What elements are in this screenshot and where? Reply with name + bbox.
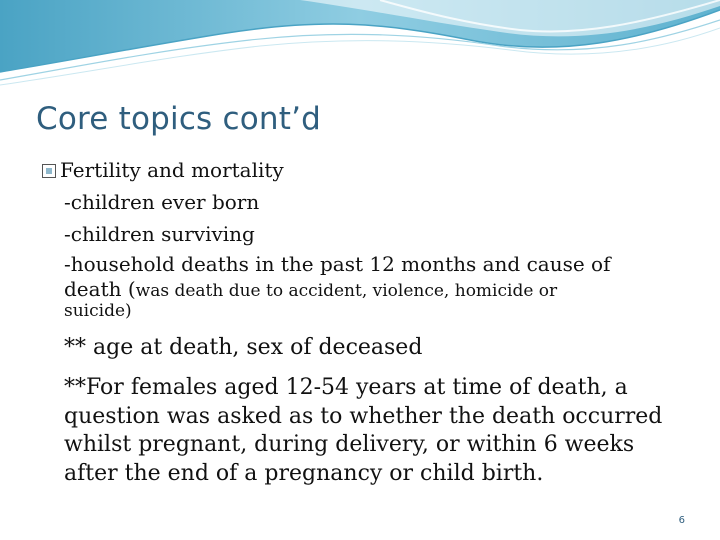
- cause-detail: was death due to accident, violence, homicide or: [135, 281, 558, 301]
- female-note-line: question was asked as to whether the death occurred: [64, 403, 663, 429]
- list-item: -children surviving: [64, 222, 255, 246]
- page-number: 6: [678, 515, 685, 526]
- cause-line-end: suicide): [64, 301, 132, 321]
- list-item: -children ever born: [64, 190, 260, 214]
- header-wave-decoration: [0, 0, 720, 90]
- female-note-line: whilst pregnant, during delivery, or within 6 weeks: [64, 432, 635, 457]
- slide-title: Core topics cont’d: [36, 101, 322, 137]
- list-item: -household deaths in the past 12 months and cause of: [64, 252, 611, 276]
- bullet-marker-icon: [42, 164, 56, 178]
- female-note-line: **For females aged 12-54 years at time of death, a: [64, 375, 628, 400]
- female-note-line: after the end of a pregnancy or child birth.: [64, 460, 544, 486]
- age-note: ** age at death, sex of deceased: [64, 335, 423, 360]
- cause-line: [42, 278, 682, 300]
- cause-lead: death (: [64, 277, 136, 301]
- bullet-heading: [42, 154, 682, 186]
- bullet-heading-text: Fertility and mortality: [60, 158, 284, 182]
- slide-body: [42, 154, 682, 488]
